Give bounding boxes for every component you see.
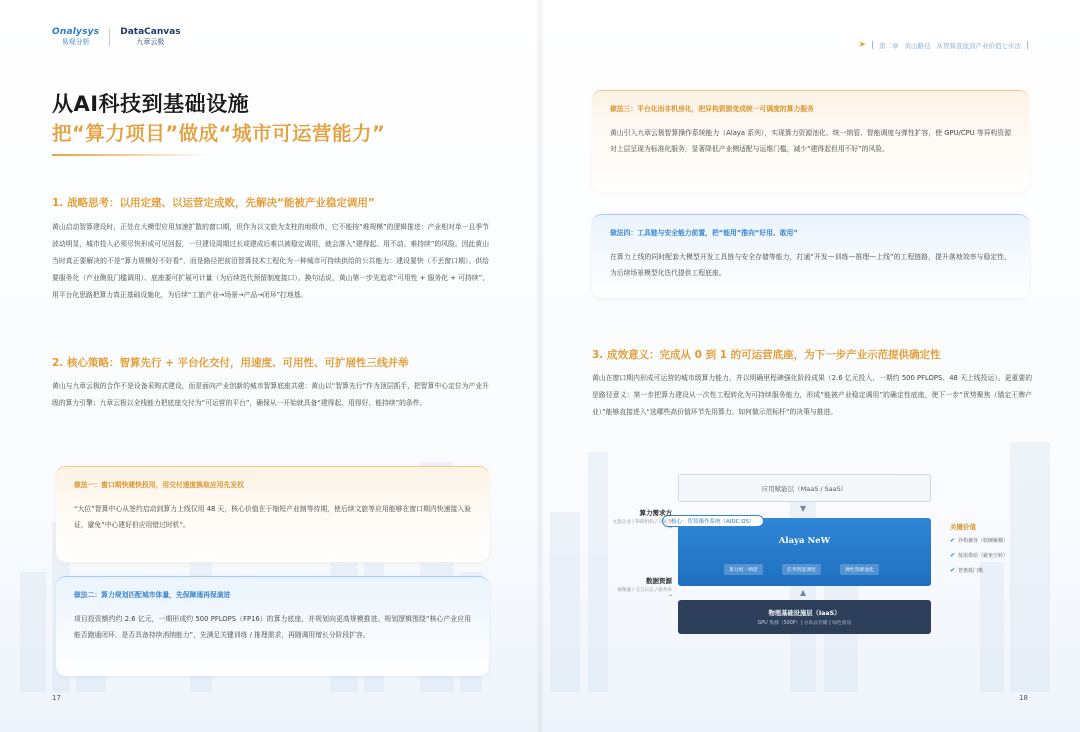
core-pill-1: 算力统一纳管 xyxy=(724,564,763,575)
approach-3-card xyxy=(592,90,1029,192)
infrastructure-layer-box xyxy=(678,600,931,634)
key-value-text: 普惠低门槛 xyxy=(958,568,984,574)
arrow-right-icon: → xyxy=(667,525,672,531)
core-pill-2: 任务智能调度 xyxy=(782,564,821,575)
approach-1-title: 做法一：窗口期快建快投用，用交付速度换取应用先发权 xyxy=(74,481,244,489)
check-icon: ✔ xyxy=(950,567,956,574)
datacanvas-logo xyxy=(120,28,180,46)
right-page xyxy=(540,0,1080,732)
approach-4-body: 在算力上线的同时配套大模型开发工具链与安全存储等能力，打通“开发—训练—推理—上线”的工程链路，提升落地效率与稳定性，为后续场景模型化迭代提供工程底座。 xyxy=(610,253,1011,277)
header-divider-end xyxy=(1027,41,1028,49)
core-os-box xyxy=(678,518,931,586)
chapter-header xyxy=(858,40,1028,50)
data-resource-label xyxy=(592,576,672,599)
approach-2-title: 做法二：算力规划匹配城市体量，先保障通再保演进 xyxy=(74,591,231,599)
infrastructure-title: 物理基础设施层（IaaS） xyxy=(768,610,841,617)
demand-side-label xyxy=(592,508,672,531)
approach-4-card xyxy=(592,214,1029,298)
key-value-item xyxy=(950,537,1030,544)
section-2-body: 黄山与九章云极的合作不是设备采购式建设，而是面向产业创新的城市智算底座共建：黄山以“智算先行”作为顶层抓手，把智算中心定位为产业升级的算力引擎；九章云极以全栈能力把底座交付为“可运营的平台”，确保从一开始就具备“建得起、用得好、能持续”的条件。 xyxy=(52,382,489,407)
approach-2-card xyxy=(56,576,489,676)
brand-logos xyxy=(52,28,181,46)
section-3-heading: 3. 成效意义：完成从 0 到 1 的可运营底座，为下一步产业示范提供确定性 xyxy=(592,349,941,361)
logo-divider xyxy=(109,28,110,46)
analysys-logo-subtext: 易观分析 xyxy=(61,38,90,46)
arrow-down-icon: ▼ xyxy=(800,504,807,513)
analysys-logo xyxy=(52,28,99,46)
book-gutter xyxy=(536,0,544,732)
section-label: 黄山路径 xyxy=(904,41,931,50)
header-divider xyxy=(872,41,873,49)
core-pill-3: 弹性资源池化 xyxy=(840,564,879,575)
arrow-up-icon: ▲ xyxy=(800,588,807,597)
approach-3-body: 黄山引入九章云极智算操作系统能力（Alaya 系列），实现算力资源池化、统一纳管、智能调度与弹性扩容，使 GPU/CPU 等异构资源对上层呈现为标准化服务，显著降低产业侧适配与运维门槛，减少“建得起但用不好”的风险。 xyxy=(610,129,1011,153)
data-resource-title: 数据资源 xyxy=(646,577,672,585)
page-title: 从AI科技到基础设施 xyxy=(52,92,250,116)
page-subtitle: 把“算力项目”做成“城市可运营能力” xyxy=(52,122,386,145)
datacanvas-logo-text: DataCanvas xyxy=(120,27,181,37)
key-values-list xyxy=(950,522,1030,582)
chapter-mark-icon: ➤ xyxy=(858,40,866,50)
approach-2-body: 项目投资额约约 2.6 亿元，一期形成约 500 PFLOPS（FP16）的算力底座，并规划向更高规模推进。规划逻辑围绕“核心产业应用能否跑通闭环、是否具备持续消纳能力”，先满足关键训练 / 推理需求，再随调用增长分阶段扩容。 xyxy=(74,615,471,639)
section-1-heading: 1. 战略思考：以用定建、以运营定成败，先解决“能被产业稳定调用” xyxy=(52,197,375,209)
page-number-right: 18 xyxy=(1019,694,1028,702)
demand-side-subtitle: 文旅企业 / 科研机构 / 开发者 xyxy=(612,520,672,525)
approach-1-body: “大位”智算中心从签约启动到算力上线仅用 48 天，核心价值在于缩短产业制等待期，使后续文旅等应用能够在窗口期内快速接入验证，避免“中心建好但应用错过时机”。 xyxy=(74,505,471,529)
title-underline xyxy=(52,154,212,156)
check-icon: ✔ xyxy=(950,552,956,559)
approach-1-card xyxy=(56,466,489,562)
key-value-text: 异构兼容（软硬解耦） xyxy=(958,538,1009,544)
section-1-body: 黄山启动智算建设时，正处在大模型应用加速扩散的窗口期，但作为以文旅为支柱的地级市，它不能按“堆规模”的逻辑推进：产业相对单一且季节波动明显，城市投入必须尽快形成可见回报，一旦建设周期过长或建成后难以被稳定调用，就会落入“建得起、用不动、难持续”的风险。因此黄山当时真正要解决的不是“算力规模好不好看”，而是路径把前沿智算技术工程化为一种城市可持续供给的公共能力：建设要快（不丢窗口期）、供给要服务化（产业侧低门槛调用）、底座要可扩展可计量（为后续迭代预留制度接口）。换句话说，黄山第一步先追求“可用性 + 服务化 + 可持续”，用平台化思路把算力真正基础设施化，为后续“工旅产业→场景→产品→闭环”打地基。 xyxy=(52,223,489,299)
arrow-right-icon: → xyxy=(667,593,672,599)
data-resource-subtitle: 视频流 / 交互日志 / 政务库 xyxy=(617,588,672,593)
key-value-item xyxy=(950,552,1030,559)
approach-3-title: 做法三：平台化而非机房化，把异构资源变成统一可调度的算力服务 xyxy=(610,105,814,113)
check-icon: ✔ xyxy=(950,537,956,544)
key-value-text: 按需供给（避免空转） xyxy=(958,553,1009,559)
chapter-subtitle: 从智算底座到产业价值七步法 xyxy=(936,41,1021,50)
approach-4-title: 做法四：工具链与安全能力前置，把“能用”推向“好用、敢用” xyxy=(610,229,798,237)
core-os-tag: 核心：智算操作系统（AIDC OS） xyxy=(662,515,764,527)
core-os-name: Alaya NeW xyxy=(778,536,831,546)
infrastructure-subtitle: GPU 集群（500P）| 分布式存储 | 绿色机房 xyxy=(757,621,852,626)
architecture-diagram xyxy=(592,460,1030,650)
chapter-label: 第二章 xyxy=(879,41,899,50)
application-layer-box: 应用赋能层（MaaS / SaaS） xyxy=(678,474,931,502)
section-3-body: 黄山在窗口期内形成可运营的城市级算力能力，并以明确里程碑强化阶段成果（2.6 亿元投入、一期约 500 PFLOPS、48 天上线投运）。更重要的是路径意义：第一步把算力建设从一次性工程转化为可持续服务能力，形成“能被产业稳定调用”的确定性底座，使下一步“优势聚焦（锚定王牌产业）”能够直接进入“选哪些高价值环节先用算力、如何做示范标杆”的决策与推进。 xyxy=(592,374,1032,416)
key-value-item xyxy=(950,567,1030,574)
demand-side-title: 算力需求方 xyxy=(639,509,672,517)
key-values-title: 关键价值 xyxy=(950,523,976,531)
page-number-left: 17 xyxy=(52,694,61,702)
section-2-heading: 2. 核心策略：智算先行 + 平台化交付，用速度、可用性、可扩展性三线并举 xyxy=(52,357,409,369)
datacanvas-logo-subtext: 九章云极 xyxy=(136,38,165,46)
analysys-logo-text: Onalysys xyxy=(52,27,100,37)
